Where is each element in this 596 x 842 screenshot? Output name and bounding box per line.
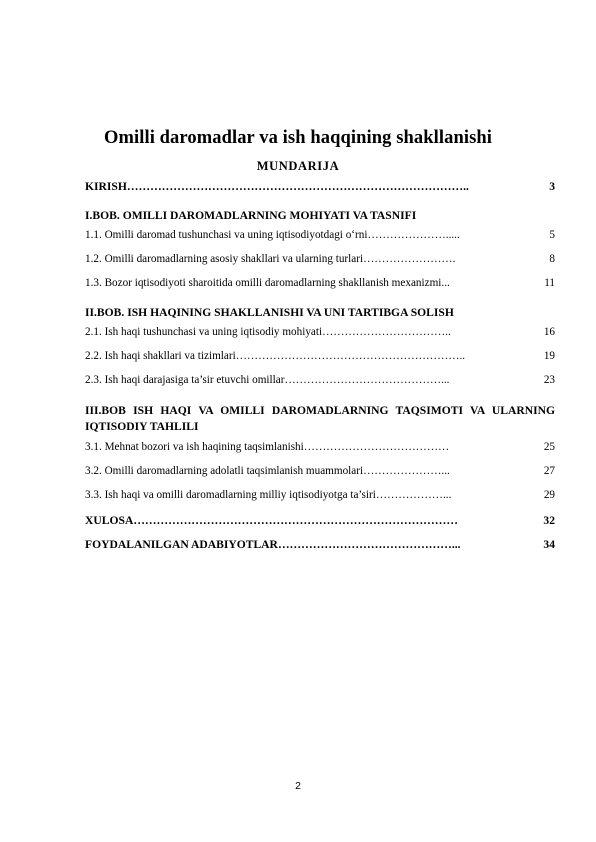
toc-entry-1-1	[85, 229, 555, 253]
page-number: 2	[295, 780, 301, 792]
toc-entry-3-1	[85, 441, 555, 465]
toc-entry-references	[85, 538, 555, 562]
toc-leader-dots: …………………….	[363, 252, 456, 265]
toc-leader-dots: …………………...	[363, 464, 450, 477]
toc-entry-label: FOYDALANILGAN ADABIYOTLAR	[85, 537, 278, 551]
toc-entry-1-2	[85, 253, 555, 277]
toc-entry-conclusion	[85, 514, 555, 538]
toc-page-number: 27	[543, 464, 555, 477]
toc-entry-1-3	[85, 277, 555, 301]
toc-entry-2-3	[85, 374, 555, 398]
toc-leader-dots: ……………………………………………………..	[235, 350, 466, 363]
document-title: Omilli daromadlar va ish haqqining shakllanishi	[103, 128, 493, 148]
toc-entry-intro	[85, 180, 555, 204]
toc-entry-label: KIRISH	[85, 180, 127, 193]
toc-entry-label: 1.3. Bozor iqtisodiyoti sharoitida omilli daromadlarning shakllanish mexanizmi	[85, 277, 442, 290]
toc-chapter-2: II.BOB. ISH HAQINING SHAKLLANISHI VA UNI TARTIBGA SOLISH	[85, 306, 454, 320]
toc-leader-dots: …………………………………………………………………………	[133, 513, 458, 527]
toc-entry-label: 3.3. Ish haqi va omilli daromadlarning milliy iqtisodiyotga ta’siri	[85, 489, 376, 502]
toc-entry-label: 2.1. Ish haqi tushunchasi va uning iqtisodiy mohiyati	[85, 325, 323, 338]
toc-entry-label: 3.1. Mehnat bozori va ish haqining taqsimlanishi	[85, 440, 304, 453]
toc-entry-2-1	[85, 326, 555, 350]
toc-leader-dots: …………………………………	[303, 440, 450, 453]
table-of-contents	[85, 180, 555, 562]
toc-leader-dots: ……………………………..	[322, 325, 451, 338]
toc-page-number: 11	[544, 277, 555, 290]
toc-page-number: 32	[543, 513, 555, 527]
toc-entry-label: 3.2. Omilli daromadlarning adolatli taqsimlanish muammolari	[85, 464, 364, 477]
toc-entry-3-3	[85, 489, 555, 513]
toc-page-number: 23	[543, 374, 555, 387]
toc-page-number: 16	[543, 325, 555, 338]
toc-page-number: 3	[549, 180, 555, 193]
toc-leader-dots: ...	[441, 277, 450, 290]
toc-leader-dots: ……………………………………...	[284, 374, 450, 387]
toc-entry-label: 2.3. Ish haqi darajasiga ta’sir etuvchi omillar	[85, 374, 285, 387]
toc-entry-label: XULOSA	[85, 513, 134, 527]
toc-leader-dots: ………………….....	[367, 228, 460, 241]
toc-leader-dots: ……………………………………………………………………………..	[126, 180, 469, 193]
toc-page-number: 19	[543, 350, 555, 363]
toc-entry-label: 1.2. Omilli daromadlarning asosiy shakllari va ularning turlari	[85, 252, 364, 265]
toc-leader-dots: ………………………………………...	[277, 537, 461, 551]
toc-entry-2-2	[85, 350, 555, 374]
toc-page-number: 25	[543, 440, 555, 453]
toc-page-number: 8	[549, 252, 555, 265]
toc-page-number: 29	[543, 489, 555, 502]
toc-entry-label: 1.1. Omilli daromad tushunchasi va uning iqtisodiyotdagi o‘rni	[85, 228, 368, 241]
toc-page-number: 5	[549, 228, 555, 241]
toc-heading: MUNDARIJA	[256, 159, 340, 173]
toc-leader-dots: ………………...	[375, 489, 452, 502]
toc-page-number: 34	[543, 537, 555, 551]
toc-chapter-3: III.BOB ISH HAQI VA OMILLI DAROMADLARNING TAQSIMOTI VA ULARNING IQTISODIY TAHLILI	[85, 403, 555, 433]
toc-entry-label: 2.2. Ish haqi shakllari va tizimlari	[85, 350, 236, 363]
toc-chapter-1: I.BOB. OMILLI DAROMADLARNING MOHIYATI VA TASNIFI	[85, 209, 417, 223]
toc-entry-3-2	[85, 465, 555, 489]
